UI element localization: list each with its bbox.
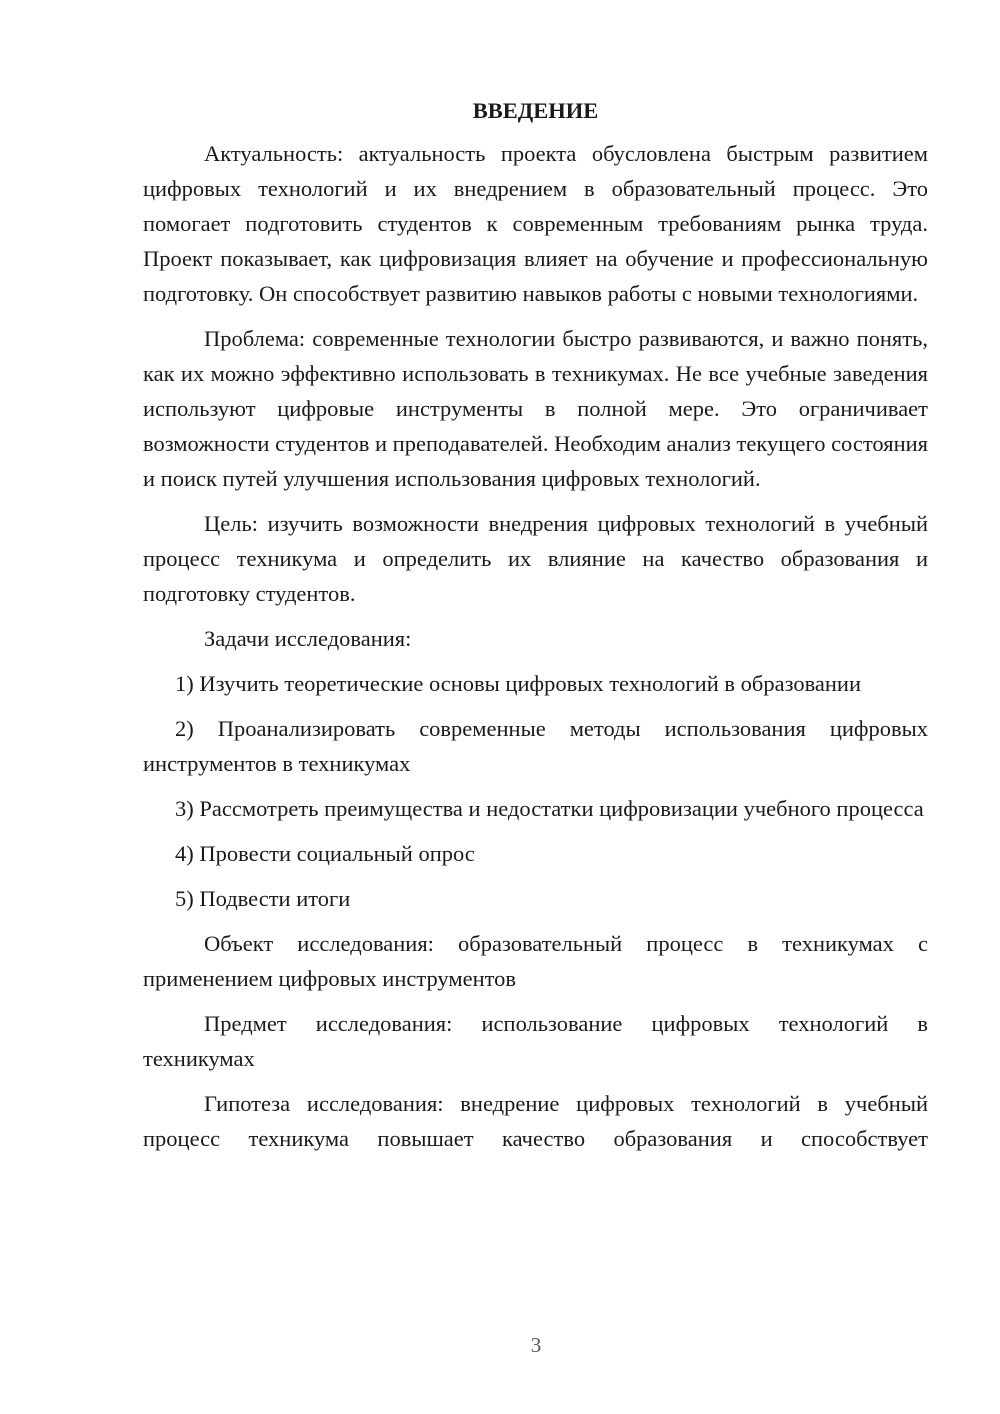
paragraph-object: Объект исследования: образовательный процесс в техникумах с применением цифровых инструментов (143, 931, 928, 991)
task-item-2: 2) Проанализировать современные методы использования цифровых инструментов в техникумах (143, 716, 928, 776)
paragraph-relevance: Актуальность: актуальность проекта обусловлена быстрым развитием цифровых технологий и их внедрением в образовательный процесс. Это помогает подготовить студентов к современным требованиям рынка труда. Проект показывает, как цифровизация влияет на обучение и профессиональную подготовку. Он способствует развитию навыков работы с новыми технологиями. (143, 141, 928, 306)
page-number: 3 (530, 1333, 542, 1357)
task-item-5: 5) Подвести итоги (175, 886, 351, 911)
paragraph-hypothesis: Гипотеза исследования: внедрение цифровых технологий в учебный процесс техникума повышает качество образования и способствует (143, 1091, 928, 1151)
paragraph-subject: Предмет исследования: использование цифровых технологий в техникумах (143, 1011, 928, 1071)
paragraph-problem: Проблема: современные технологии быстро развиваются, и важно понять, как их можно эффективно использовать в техникумах. Не все учебные заведения используют цифровые инструменты в полной мере. Это ограничивает возможности студентов и преподавателей. Необходим анализ текущего состояния и поиск путей улучшения использования цифровых технологий. (143, 326, 928, 491)
task-item-4: 4) Провести социальный опрос (175, 841, 475, 866)
paragraph-tasks-heading: Задачи исследования: (204, 626, 412, 651)
document-page (143, 96, 928, 1156)
task-item-3: 3) Рассмотреть преимущества и недостатки цифровизации учебного процесса (175, 796, 924, 821)
paragraph-goal: Цель: изучить возможности внедрения цифровых технологий в учебный процесс техникума и определить их влияние на качество образования и подготовку студентов. (143, 511, 928, 606)
section-title: ВВЕДЕНИЕ (472, 98, 599, 123)
task-item-1: 1) Изучить теоретические основы цифровых технологий в образовании (175, 671, 862, 696)
